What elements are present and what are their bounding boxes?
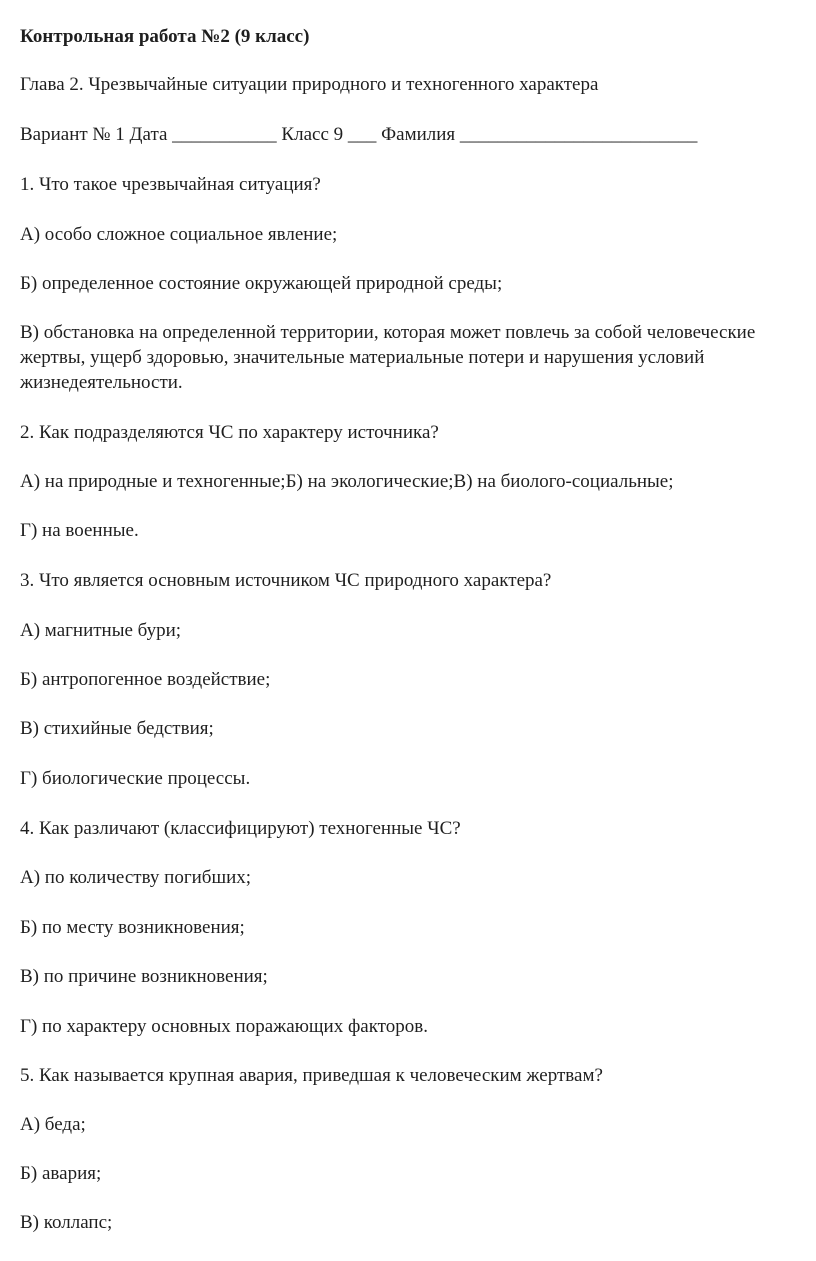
document-title: Контрольная работа №2 (9 класс) [20, 26, 310, 47]
answer-1c: В) обстановка на определенной территории, которая может повлечь за собой человеческие жертвы, ущерб здоровью, значительные материальные потери и нарушения условий жизнедеятельности. [20, 322, 756, 393]
question-5: 5. Как называется крупная авария, приведшая к человеческим жертвам? [20, 1065, 603, 1086]
question-4: 4. Как различают (классифицируют) техногенные ЧС? [20, 818, 461, 839]
answer-3b: Б) антропогенное воздействие; [20, 669, 271, 690]
answer-1a: А) особо сложное социальное явление; [20, 224, 338, 245]
question-2: 2. Как подразделяются ЧС по характеру источника? [20, 422, 439, 443]
chapter-heading: Глава 2. Чрезвычайные ситуации природного и техногенного характера [20, 74, 599, 95]
answer-3c: В) стихийные бедствия; [20, 718, 214, 739]
answer-1b: Б) определенное состояние окружающей природной среды; [20, 273, 503, 294]
answer-2d: Г) на военные. [20, 520, 139, 541]
answer-4c: В) по причине возникновения; [20, 966, 268, 987]
answer-3d: Г) биологические процессы. [20, 768, 251, 789]
question-3: 3. Что является основным источником ЧС природного характера? [20, 570, 552, 591]
question-1: 1. Что такое чрезвычайная ситуация? [20, 174, 321, 195]
answer-3a: А) магнитные бури; [20, 620, 182, 641]
answer-5b: Б) авария; [20, 1163, 102, 1184]
answer-4d: Г) по характеру основных поражающих факторов. [20, 1016, 428, 1037]
variant-header-line: Вариант № 1 Дата ___________ Класс 9 ___ Фамилия _________________________ [20, 124, 698, 145]
answer-2abc: А) на природные и техногенные;Б) на экологические;В) на биолого-социальные; [20, 471, 674, 492]
answer-5a: А) беда; [20, 1114, 86, 1135]
answer-4b: Б) по месту возникновения; [20, 917, 245, 938]
answer-4a: А) по количеству погибших; [20, 867, 252, 888]
answer-5c: В) коллапс; [20, 1212, 113, 1233]
